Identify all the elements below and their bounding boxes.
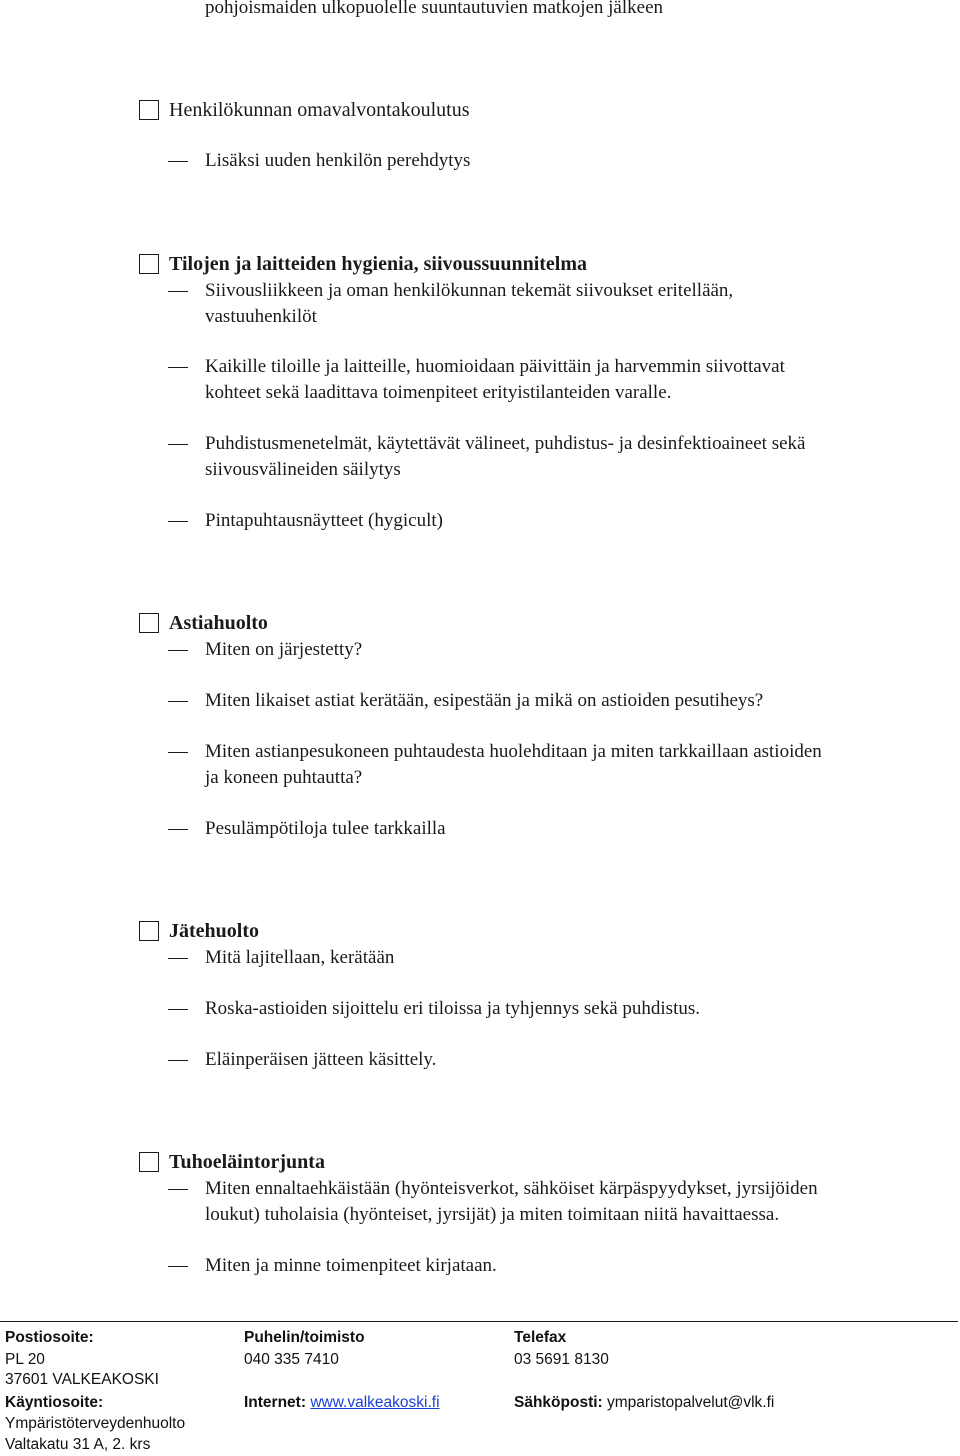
section-title-koulutus: Henkilökunnan omavalvontakoulutus (169, 99, 470, 121)
bullet-dash (168, 1060, 188, 1061)
footer-email-label: Sähköposti: (514, 1394, 603, 1411)
footer-internet-label: Internet: (244, 1394, 306, 1411)
list-item: Puhdistusmenetelmät, käytettävät välineet, puhdistus- ja desinfektioaineet sekä (205, 433, 806, 454)
footer-fax-value: 03 5691 8130 (514, 1351, 609, 1368)
footer-phone-value: 040 335 7410 (244, 1351, 339, 1368)
list-item: Roska-astioiden sijoittelu eri tiloissa ja tyhjennys sekä puhdistus. (205, 998, 701, 1019)
footer-postal-label: Postiosoite: (5, 1329, 94, 1346)
list-item-cont: loukut) tuholaisia (hyönteiset, jyrsijät) ja miten toimitaan niitä havaittaessa. (205, 1204, 780, 1225)
bullet-dash (168, 1009, 188, 1010)
section-checkbox-koulutus[interactable] (139, 100, 159, 120)
list-item: Pintapuhtausnäytteet (hygicult) (205, 510, 443, 531)
section-checkbox-astiahuolto[interactable] (139, 613, 159, 633)
list-item: Miten ennaltaehkäistään (hyönteisverkot, sähköiset kärpäspyydykset, jyrsijöiden (205, 1178, 818, 1199)
footer-visit-line1: Ympäristöterveydenhuolto (5, 1415, 186, 1432)
list-item: Eläinperäisen jätteen käsittely. (205, 1049, 437, 1070)
list-item: Miten likaiset astiat kerätään, esipestään ja mikä on astioiden pesutiheys? (205, 690, 764, 711)
footer-divider (0, 1321, 958, 1322)
bullet-dash (168, 1266, 188, 1267)
bullet-dash (168, 367, 188, 368)
section-checkbox-tuhoelaintorjunta[interactable] (139, 1152, 159, 1172)
footer-internet (244, 1393, 440, 1413)
intro-line: pohjoismaiden ulkopuolelle suuntautuvien matkojen jälkeen (205, 0, 664, 18)
bullet-dash (168, 650, 188, 651)
bullet-dash (168, 444, 188, 445)
list-item-cont: kohteet sekä laadittava toimenpiteet erityistilanteiden varalle. (205, 382, 672, 403)
bullet-dash (168, 1189, 188, 1190)
bullet-dash (168, 829, 188, 830)
footer-phone-label: Puhelin/toimisto (244, 1329, 365, 1346)
bullet-dash (168, 161, 188, 162)
list-item: Mitä lajitellaan, kerätään (205, 947, 395, 968)
footer-email (514, 1393, 774, 1413)
footer-email-value[interactable]: ymparistopalvelut@vlk.fi (607, 1394, 775, 1411)
section-title-tuhoelaintorjunta: Tuhoeläintorjunta (169, 1151, 325, 1173)
list-item: Pesulämpötiloja tulee tarkkailla (205, 818, 446, 839)
section-title-jatehuolto: Jätehuolto (169, 920, 259, 942)
bullet-dash (168, 701, 188, 702)
bullet-dash (168, 958, 188, 959)
list-item-cont: siivousvälineiden säilytys (205, 459, 401, 480)
section-title-astiahuolto: Astiahuolto (169, 612, 268, 634)
list-item-cont: vastuuhenkilöt (205, 306, 317, 327)
section-title-hygienia: Tilojen ja laitteiden hygienia, siivoussuunnitelma (169, 253, 588, 275)
footer-fax-label: Telefax (514, 1329, 567, 1346)
list-item: Miten on järjestetty? (205, 639, 363, 660)
section-checkbox-hygienia[interactable] (139, 254, 159, 274)
footer-visit-label: Käyntiosoite: (5, 1394, 104, 1411)
section-checkbox-jatehuolto[interactable] (139, 921, 159, 941)
list-item: Miten ja minne toimenpiteet kirjataan. (205, 1255, 497, 1276)
list-item-cont: ja koneen puhtautta? (205, 767, 363, 788)
bullet-dash (168, 291, 188, 292)
footer-postal-line2: 37601 VALKEAKOSKI (5, 1371, 159, 1388)
footer-internet-link[interactable]: www.valkeakoski.fi (310, 1394, 440, 1411)
list-item: Lisäksi uuden henkilön perehdytys (205, 150, 471, 171)
list-item: Kaikille tiloille ja laitteille, huomioidaan päivittäin ja harvemmin siivottavat (205, 356, 785, 377)
bullet-dash (168, 752, 188, 753)
list-item: Siivousliikkeen ja oman henkilökunnan tekemät siivoukset eritellään, (205, 280, 734, 301)
footer-postal-line1: PL 20 (5, 1351, 45, 1368)
bullet-dash (168, 521, 188, 522)
footer-visit-line2: Valtakatu 31 A, 2. krs (5, 1436, 151, 1453)
list-item: Miten astianpesukoneen puhtaudesta huolehditaan ja miten tarkkaillaan astioiden (205, 741, 822, 762)
